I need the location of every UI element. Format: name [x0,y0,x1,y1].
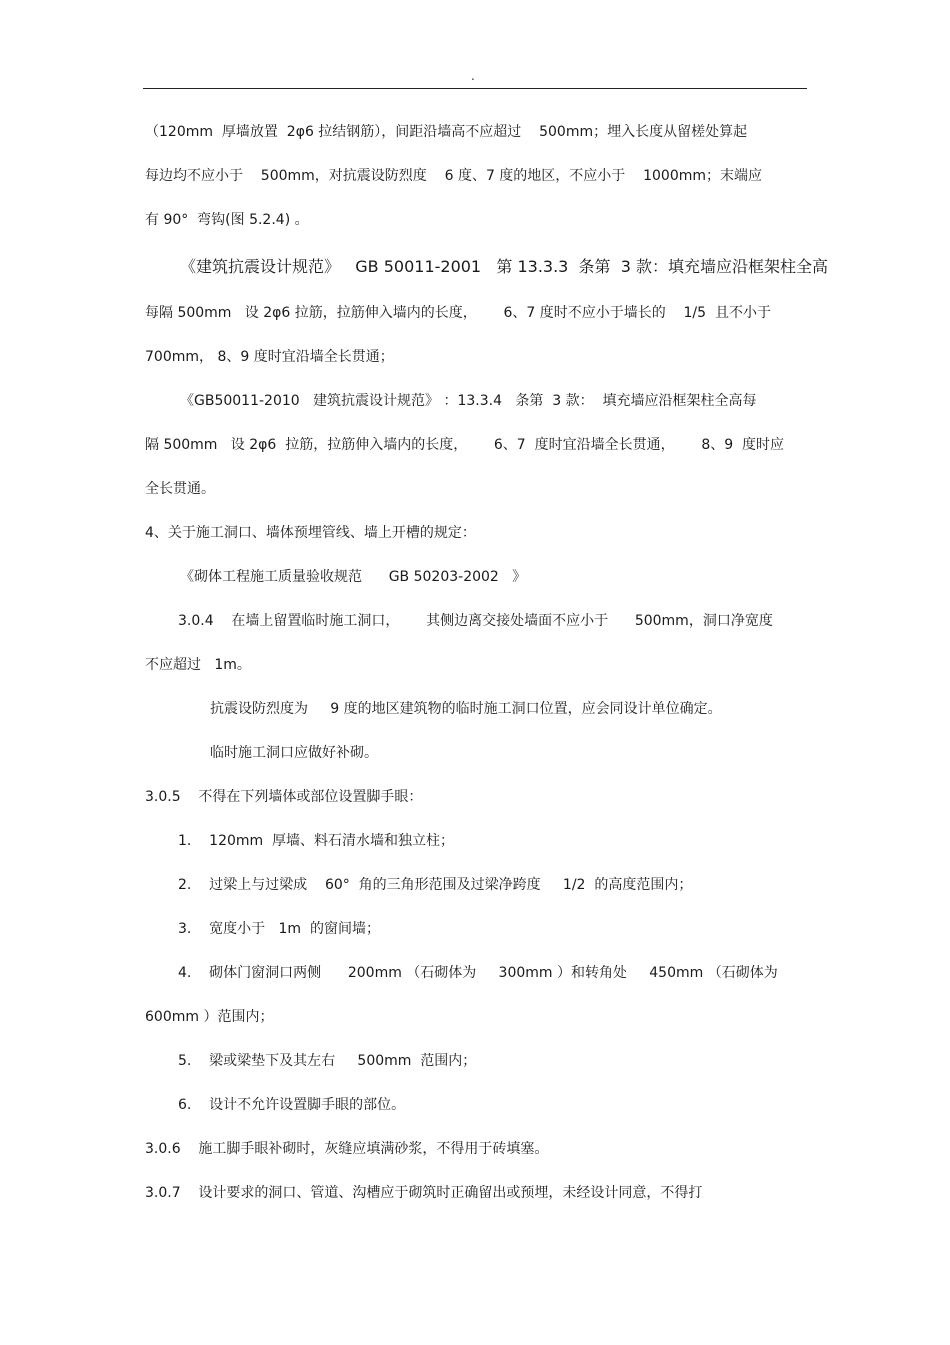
text-line: 1. 120mm 厚墙、料石清水墙和独立柱； [178,833,455,849]
text-line: 不应超过 1m。 [145,657,251,673]
text-line: 《建筑抗震设计规范》 GB 50011-2001 第 13.3.3 条第 3 款：填充墙应沿框架柱全高 [180,257,828,276]
text-line: 4. 砌体门窗洞口两侧 200mm （石砌体为 300mm ）和转角处 450mm （石砌体为 [178,965,778,981]
text-line: 5. 梁或梁垫下及其左右 500mm 范围内； [178,1053,477,1069]
text-line: 3.0.4 在墙上留置临时施工洞口， 其侧边离交接处墙面不应小于 500mm，洞口净宽度 [178,613,773,629]
text-line: 隔 500mm 设 2φ6 拉筋，拉筋伸入墙内的长度， 6、7 度时宜沿墙全长贯通， 8、9 度时应 [145,437,785,453]
text-line: （120mm 厚墙放置 2φ6 拉结钢筋），间距沿墙高不应超过 500mm；埋入长度从留槎处算起 [145,124,748,140]
text-line: 《砌体工程施工质量验收规范 GB 50203-2002 》 [180,569,527,585]
text-line: 每边均不应小于 500mm，对抗震设防烈度 6 度、7 度的地区，不应小于 1000mm；末端应 [145,168,763,184]
text-line: 3.0.7 设计要求的洞口、管道、沟槽应于砌筑时正确留出或预埋，未经设计同意，不得打 [145,1185,703,1201]
text-line: 3. 宽度小于 1m 的窗间墙； [178,921,380,937]
text-line: 每隔 500mm 设 2φ6 拉筋，拉筋伸入墙内的长度， 6、7 度时不应小于墙长的 1/5 且不小于 [145,305,771,321]
text-line: 有 90° 弯钩(图 5.2.4) 。 [145,212,309,228]
text-line: 600mm ）范围内； [145,1009,274,1025]
text-line: 3.0.6 施工脚手眼补砌时，灰缝应填满砂浆，不得用于砖填塞。 [145,1141,549,1157]
header-rule [143,88,807,89]
text-line: 3.0.5 不得在下列墙体或部位设置脚手眼： [145,789,423,805]
text-line: 全长贯通。 [145,481,215,497]
text-line: 6. 设计不允许设置脚手眼的部位。 [178,1097,406,1113]
text-line: 临时施工洞口应做好补砌。 [210,745,378,761]
text-line: 《GB50011-2010 建筑抗震设计规范》 ：13.3.4 条第 3 款： 填充墙应沿框架柱全高每 [180,393,757,409]
header-mark: . [471,69,475,83]
text-line: 4、关于施工洞口、墙体预埋管线、墙上开槽的规定： [145,525,476,541]
text-line: 抗震设防烈度为 9 度的地区建筑物的临时施工洞口位置，应会同设计单位确定。 [210,701,722,717]
text-line: 700mm， 8、9 度时宜沿墙全长贯通； [145,349,394,365]
text-line: 2. 过梁上与过梁成 60° 角的三角形范围及过梁净跨度 1/2 的高度范围内； [178,877,693,893]
